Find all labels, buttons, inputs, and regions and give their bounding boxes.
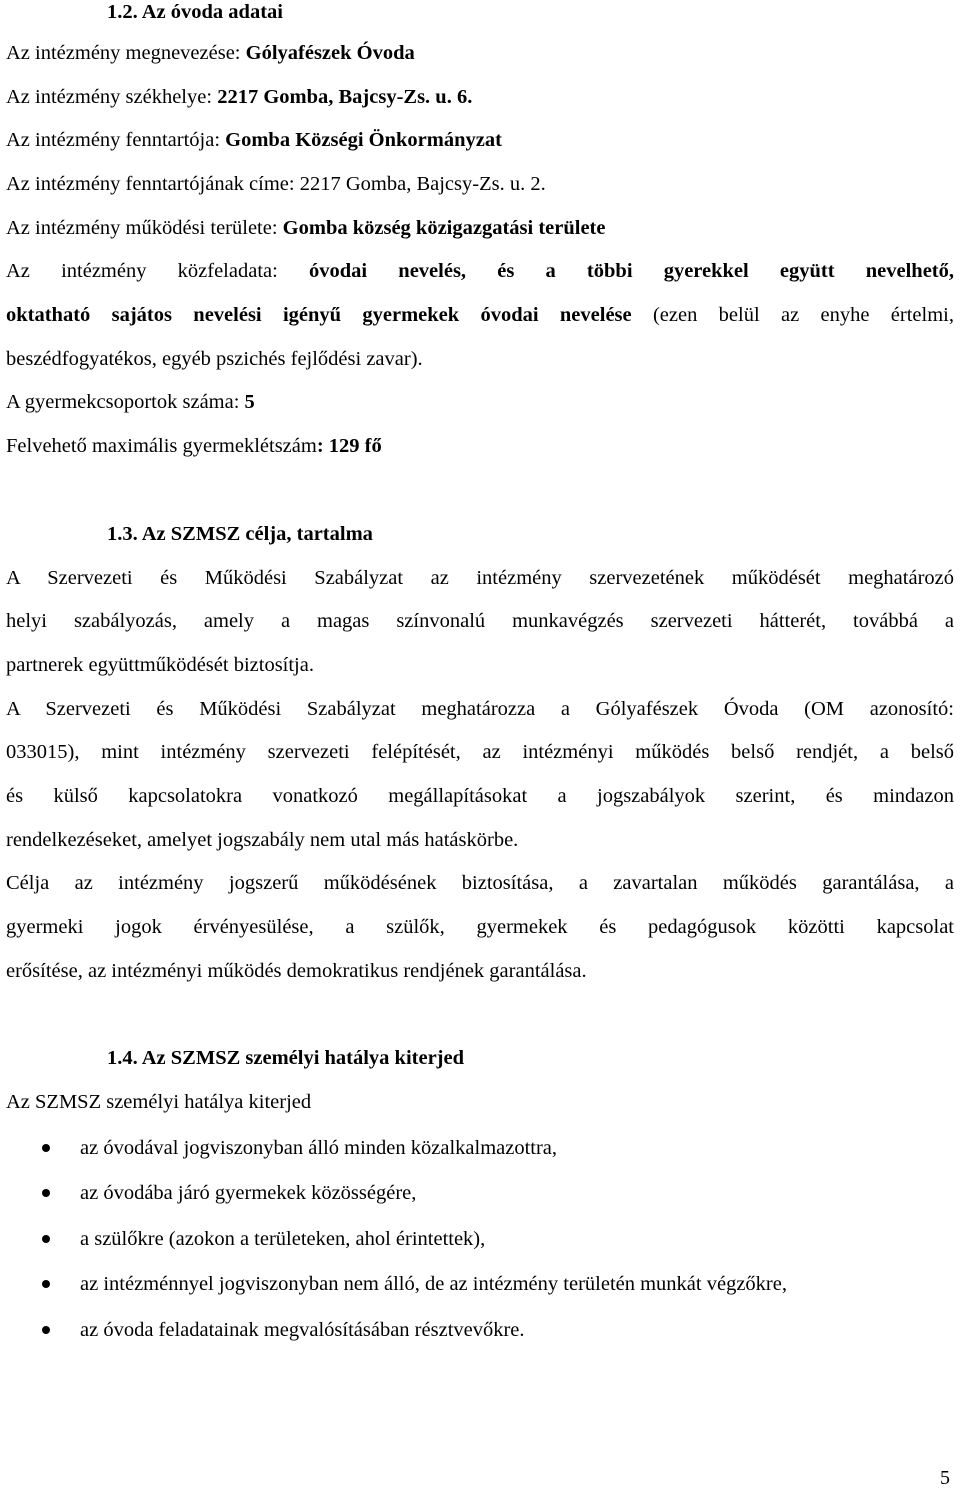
paragraph-1-line-1: A Szervezeti és Működési Szabályzat az intézmény szervezetének működését meghatározó bbox=[6, 567, 954, 589]
paragraph-2-line-2: 033015), mint intézmény szervezeti felépítését, az intézményi működés belső rendjét, a belső bbox=[6, 741, 954, 763]
paragraph-3-line-3: erősítése, az intézményi működés demokratikus rendjének garantálása. bbox=[6, 960, 587, 982]
capacity-line: Felvehető maximális gyermeklétszám: 129 fő bbox=[6, 435, 382, 457]
section-heading-1-3: 1.3. Az SZMSZ célja, tartalma bbox=[107, 523, 373, 545]
paragraph-2-line-3: és külső kapcsolatokra vonatkozó megállapításokat a jogszabályok szerint, és mindazon bbox=[6, 785, 954, 807]
list-item: az intézménnyel jogviszonyban nem álló, de az intézmény területén munkát végzőkre, bbox=[80, 1273, 787, 1295]
section-heading-1-2: 1.2. Az óvoda adatai bbox=[107, 1, 283, 23]
paragraph-1-line-3: partnerek együttműködését biztosítja. bbox=[6, 654, 314, 676]
paragraph-2-line-4: rendelkezéseket, amelyet jogszabály nem utal más hatáskörbe. bbox=[6, 829, 519, 851]
bullet-icon bbox=[42, 1189, 50, 1197]
institution-name-line: Az intézmény megnevezése: Gólyafészek Óvoda bbox=[6, 42, 415, 64]
bullet-icon bbox=[42, 1235, 50, 1243]
list-item: az óvoda feladatainak megvalósításában résztvevőkre. bbox=[80, 1319, 525, 1341]
bullet-icon bbox=[42, 1280, 50, 1288]
public-task-line-2: oktatható sajátos nevelési igényű gyermekek óvodai nevelése (ezen belül az enyhe értelmi, bbox=[6, 304, 954, 326]
operating-area-line: Az intézmény működési területe: Gomba község közigazgatási területe bbox=[6, 217, 606, 239]
maintainer-address-line: Az intézmény fenntartójának címe: 2217 Gomba, Bajcsy-Zs. u. 2. bbox=[6, 173, 546, 195]
page-number: 5 bbox=[940, 1467, 950, 1489]
section-heading-1-4: 1.4. Az SZMSZ személyi hatálya kiterjed bbox=[107, 1047, 465, 1069]
paragraph-3-line-1: Célja az intézmény jogszerű működésének biztosítása, a zavartalan működés garantálása, a bbox=[6, 872, 954, 894]
paragraph-1-line-2: helyi szabályozás, amely a magas színvonalú munkavégzés szervezeti hátterét, továbbá a bbox=[6, 610, 954, 632]
institution-maintainer-line: Az intézmény fenntartója: Gomba Községi Önkormányzat bbox=[6, 129, 502, 151]
list-item: az óvodával jogviszonyban álló minden közalkalmazottra, bbox=[80, 1137, 558, 1159]
list-item: a szülőkre (azokon a területeken, ahol érintettek), bbox=[80, 1228, 486, 1250]
paragraph-2-line-1: A Szervezeti és Működési Szabályzat meghatározza a Gólyafészek Óvoda (OM azonosító: bbox=[6, 698, 954, 720]
public-task-line-1: Az intézmény közfeladata: óvodai nevelés, és a többi gyerekkel együtt nevelhető, bbox=[6, 260, 954, 282]
list-item: az óvodába járó gyermekek közösségére, bbox=[80, 1182, 417, 1204]
bullet-icon bbox=[42, 1326, 50, 1334]
institution-seat-line: Az intézmény székhelye: 2217 Gomba, Bajcsy-Zs. u. 6. bbox=[6, 86, 473, 108]
bullet-icon bbox=[42, 1144, 50, 1152]
paragraph-3-line-2: gyermeki jogok érvényesülése, a szülők, gyermekek és pedagógusok közötti kapcsolat bbox=[6, 916, 954, 938]
scope-intro: Az SZMSZ személyi hatálya kiterjed bbox=[6, 1091, 312, 1113]
public-task-line-3: beszédfogyatékos, egyéb pszichés fejlődési zavar). bbox=[6, 348, 423, 370]
group-count-line: A gyermekcsoportok száma: 5 bbox=[6, 391, 255, 413]
